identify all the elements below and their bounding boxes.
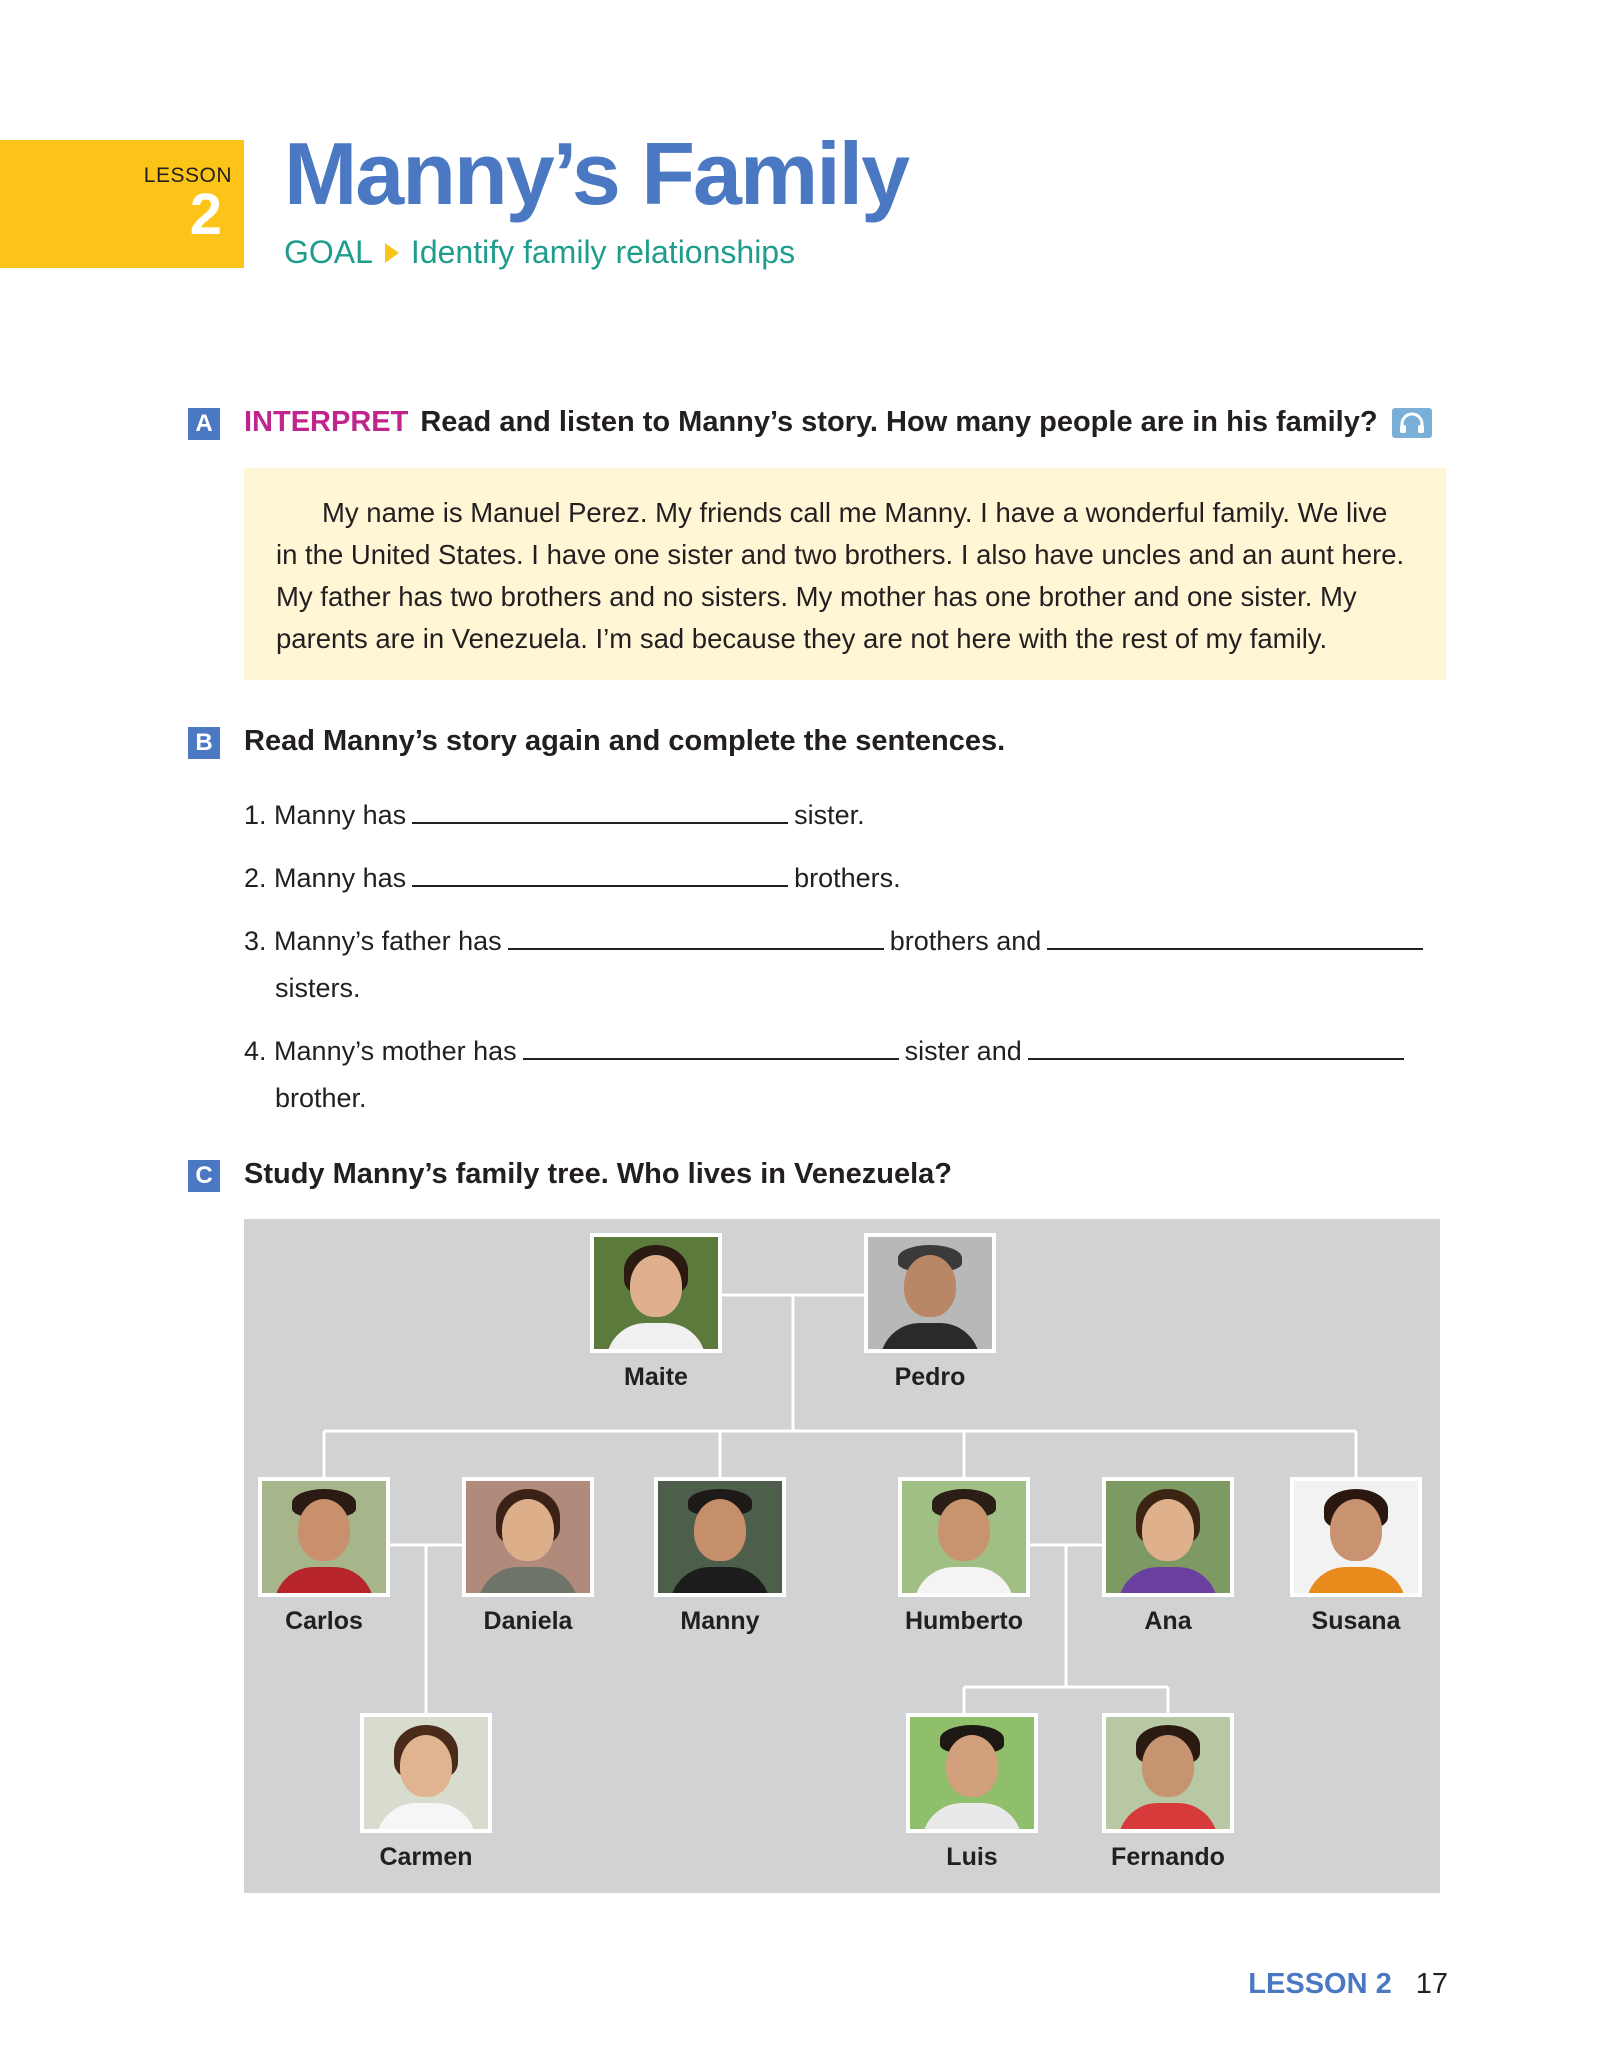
sentence-3	[244, 926, 1429, 957]
person-humberto	[898, 1477, 1030, 1636]
photo-susana	[1290, 1477, 1422, 1597]
sentence-text: Manny has	[274, 800, 407, 830]
page-title: Manny’s Family	[284, 124, 909, 223]
goal-line	[284, 234, 795, 271]
photo-daniela	[462, 1477, 594, 1597]
sentence-number: 1.	[244, 800, 267, 830]
section-c-instruction: Study Manny’s family tree. Who lives in Venezuela?	[244, 1158, 953, 1190]
name-maite: Maite	[624, 1363, 688, 1391]
photo-manny	[654, 1477, 786, 1597]
answer-blank[interactable]	[412, 800, 788, 824]
name-pedro: Pedro	[894, 1363, 966, 1391]
name-humberto: Humberto	[904, 1607, 1024, 1635]
answer-blank[interactable]	[1047, 926, 1423, 950]
sentence-2	[244, 863, 901, 894]
person-carlos	[258, 1477, 390, 1636]
photo-ana	[1102, 1477, 1234, 1597]
section-a-instruction: Read and listen to Manny’s story. How many people are in his family?	[420, 406, 1378, 438]
goal-label: GOAL	[284, 234, 373, 270]
answer-blank[interactable]	[523, 1036, 899, 1060]
interpret-keyword: INTERPRET	[244, 406, 409, 438]
section-b-instruction: Read Manny’s story again and complete the sentences.	[244, 725, 1006, 757]
section-a-heading	[244, 406, 1432, 439]
lesson-number: 2	[189, 182, 222, 247]
person-fernando	[1102, 1713, 1234, 1872]
person-ana	[1102, 1477, 1234, 1636]
person-maite	[590, 1233, 722, 1392]
photo-carlos	[258, 1477, 390, 1597]
section-b-badge: B	[188, 727, 220, 759]
name-ana: Ana	[1144, 1607, 1192, 1635]
page-number: 17	[1415, 1968, 1448, 2000]
name-daniela: Daniela	[483, 1607, 573, 1635]
goal-arrow-icon	[385, 243, 399, 263]
sentence-4-end: brother.	[275, 1083, 367, 1113]
sentence-4	[244, 1036, 1410, 1067]
section-c-badge: C	[188, 1160, 220, 1192]
sentence-number: 2.	[244, 863, 267, 893]
person-carmen	[360, 1713, 492, 1872]
sentence-1	[244, 800, 865, 831]
footer-lesson-label: LESSON 2	[1248, 1968, 1392, 2000]
sentence-3-end: sisters.	[275, 973, 361, 1003]
goal-text: Identify family relationships	[410, 234, 796, 270]
person-susana	[1290, 1477, 1422, 1636]
person-manny	[654, 1477, 786, 1636]
name-fernando: Fernando	[1111, 1843, 1225, 1871]
name-susana: Susana	[1311, 1607, 1401, 1635]
photo-carmen	[360, 1713, 492, 1833]
answer-blank[interactable]	[508, 926, 884, 950]
sentence-text: brothers.	[794, 863, 901, 893]
sentence-text: sister and	[904, 1036, 1022, 1066]
headphones-icon[interactable]	[1392, 408, 1432, 438]
name-carlos: Carlos	[285, 1607, 363, 1635]
sentence-number: 4.	[244, 1036, 267, 1066]
person-luis	[906, 1713, 1038, 1872]
family-tree	[244, 1219, 1440, 1893]
section-a-badge: A	[188, 408, 220, 440]
sentence-text: sister.	[794, 800, 865, 830]
photo-pedro	[864, 1233, 996, 1353]
sentence-text: brothers and	[889, 926, 1042, 956]
sentence-number: 3.	[244, 926, 267, 956]
person-daniela	[462, 1477, 594, 1636]
name-luis: Luis	[946, 1843, 998, 1871]
name-manny: Manny	[680, 1607, 760, 1635]
sentence-text: Manny has	[274, 863, 407, 893]
lesson-box	[0, 140, 244, 268]
story-text: My name is Manuel Perez. My friends call me Manny. I have a wonderful family. We live in the United States. I have one sister and two brothers. I also have uncles and an aunt here. My father has two brothers and no sisters. My mother has one brother and one sister. My parents are in Venezuela. I’m sad because they are not here with the rest of my family.	[276, 497, 1405, 654]
page-footer	[1248, 1968, 1448, 2001]
photo-maite	[590, 1233, 722, 1353]
photo-humberto	[898, 1477, 1030, 1597]
person-pedro	[864, 1233, 996, 1392]
answer-blank[interactable]	[1028, 1036, 1404, 1060]
name-carmen: Carmen	[379, 1843, 473, 1871]
photo-luis	[906, 1713, 1038, 1833]
sentence-text: Manny’s father has	[274, 926, 502, 956]
story-box	[244, 468, 1446, 680]
photo-fernando	[1102, 1713, 1234, 1833]
answer-blank[interactable]	[412, 863, 788, 887]
sentence-text: Manny’s mother has	[274, 1036, 517, 1066]
lesson-word: LESSON	[143, 164, 232, 187]
